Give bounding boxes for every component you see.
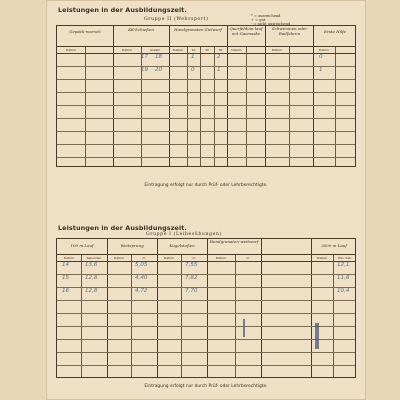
sub-20: 20 xyxy=(205,48,209,52)
bottom-section-subtitle: Gruppe I (Leibesübungen) xyxy=(146,232,222,237)
pencil-mark xyxy=(315,323,319,349)
entry: 2 xyxy=(217,54,221,60)
entry: 4,40 xyxy=(135,275,148,281)
entry: 20 xyxy=(155,67,163,73)
top-section-title: Leistungen in der Ausbildungszeit. xyxy=(58,6,187,14)
sub-datum: Datum xyxy=(172,48,184,52)
header-gepaeckmarsch: Gepäck-marsch xyxy=(69,29,101,34)
entry: 11,6 xyxy=(337,275,350,281)
bottom-footer-note: Eintragung erfolgt nur durch Prüf- oder Lehrberechtigte. xyxy=(144,384,268,389)
bottom-section-title: Leistungen in der Ausbildungszeit. xyxy=(58,224,187,232)
entry: 0 xyxy=(319,54,323,60)
sub-min-sek: Min. Sek. xyxy=(338,256,352,260)
entry: 1 xyxy=(191,54,195,60)
entry: 19 xyxy=(141,67,149,73)
entry: 1 xyxy=(217,67,221,73)
sub-m: m xyxy=(192,256,196,260)
sub-datum: Datum xyxy=(318,48,330,52)
header-kugelstossen: Kugelstoßen xyxy=(169,243,195,248)
entry: 4,72 xyxy=(135,288,148,294)
top-section-subtitle: Gruppe II (Wehrsport) xyxy=(144,17,209,22)
entry: 13,6 xyxy=(85,262,98,268)
entry: 0 xyxy=(191,67,195,73)
top-footer-note: Eintragung erfolgt nur durch Prüf- oder Lehrberechtigte. xyxy=(144,183,268,188)
entry: 12,8 xyxy=(85,275,98,281)
bottom-section xyxy=(46,200,366,400)
entry: 16 xyxy=(62,288,70,294)
sub-datum: Datum xyxy=(63,256,75,260)
entry: 10,4 xyxy=(337,288,350,294)
sub-datum: Datum xyxy=(271,48,283,52)
top-section xyxy=(46,0,366,200)
rating-legend: * = ausreichend + = gut - = nicht ausreichend xyxy=(251,14,291,27)
sub-10: 10 xyxy=(191,48,196,52)
pencil-mark xyxy=(243,319,245,337)
entry: 14 xyxy=(62,262,70,268)
entry: 7,70 xyxy=(185,288,198,294)
sub-datum: Datum xyxy=(163,256,175,260)
entry: 17 xyxy=(141,54,149,60)
header-100m-lauf: 100 m Lauf xyxy=(70,243,94,248)
sub-datum: Datum xyxy=(113,256,125,260)
sub-30: 30 xyxy=(218,48,223,52)
header-weitsprung: Weitsprung xyxy=(120,243,144,248)
entry: 1 xyxy=(319,67,323,73)
entry: 18 xyxy=(155,54,163,60)
sub-datum: Datum xyxy=(65,48,77,52)
sub-datum: Datum xyxy=(231,48,242,52)
entry: 12,8 xyxy=(85,288,98,294)
sub-m: m xyxy=(246,256,250,260)
header-schwimmen: Schwimmen oder Radfahren xyxy=(271,26,308,36)
header-handgranaten-weitwurf: Handgranaten-weitwurf xyxy=(209,239,259,244)
top-table xyxy=(56,25,356,167)
sub-datum: Datum xyxy=(215,256,227,260)
entry: 5,05 xyxy=(135,262,148,268)
header-kk-schiessen: KK-Schießen xyxy=(128,27,154,32)
sub-anzahl: Anzahl xyxy=(149,48,161,52)
bottom-table xyxy=(56,238,356,378)
sub-datum: Datum xyxy=(121,48,133,52)
header-erste-hilfe: Erste Hilfe xyxy=(323,29,347,34)
entry: 7,55 xyxy=(185,262,198,268)
entry: 12,1 xyxy=(337,262,350,268)
header-3000m-lauf: 3000 m Lauf xyxy=(321,243,347,248)
header-handgranaten-zielwurf: Handgranaten-Zielwurf xyxy=(174,27,222,32)
form-sheet xyxy=(46,0,366,400)
entry: 7,82 xyxy=(185,275,198,281)
sub-datum: Datum xyxy=(316,256,328,260)
entry: 15 xyxy=(62,275,70,281)
header-querfeldeinlauf: Querfeldein-lauf mit Gasmaske xyxy=(229,26,263,36)
sub-m: m xyxy=(142,256,146,260)
sub-sekunden: Sekunden xyxy=(86,256,102,260)
